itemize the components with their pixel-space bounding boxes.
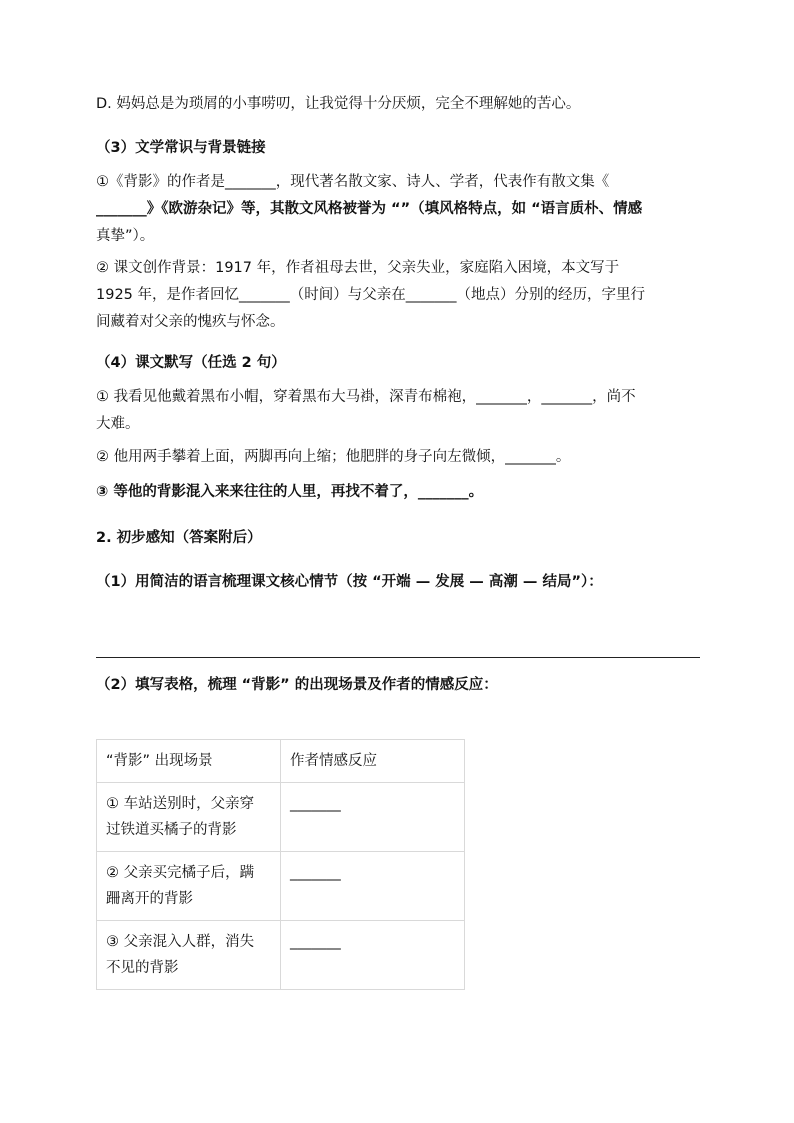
p2-q2-prompt: （2）填写表格，梳理 “背影” 的出现场景及作者的情感反应： [96, 677, 498, 693]
s4-q3-line: ③ 等他的背影混入来来往往的人里，再找不着了，_______。 [96, 484, 484, 500]
table-row [97, 783, 465, 852]
s4-q1-line-2: 大难。 [96, 416, 140, 432]
table-row [97, 852, 465, 921]
part-2-heading: 2. 初步感知（答案附后） [96, 530, 262, 546]
scene-text-line: ① 车站送别时，父亲穿 [106, 796, 255, 812]
s3-q2-line-2: 1925 年，是作者回忆_______（时间）与父亲在_______（地点）分别的经历，字里行 [96, 287, 646, 303]
table-cell-scene [97, 783, 281, 852]
scene-text-line: ② 父亲买完橘子后，蹒 [106, 865, 255, 881]
s3-q1-line-2: _______》《欧游杂记》等，其散文风格被誉为 “”（填风格特点，如 “语言质朴、情感 [96, 201, 643, 217]
table-cell-reaction-blank[interactable]: _______ [281, 921, 465, 990]
s3-q2-line-1: ② 课文创作背景：1917 年，作者祖母去世，父亲失业，家庭陷入困境，本文写于 [96, 260, 620, 276]
section-3-heading: （3）文学常识与背景链接 [96, 140, 266, 156]
table-cell-scene [97, 921, 281, 990]
scene-text-line: 不见的背影 [106, 960, 179, 976]
scene-text-line: 跚离开的背影 [106, 891, 193, 907]
table-cell-reaction-blank[interactable]: _______ [281, 783, 465, 852]
table-row [97, 921, 465, 990]
table-header-row [97, 740, 465, 783]
table-header-scene: “背影” 出现场景 [97, 740, 281, 783]
option-d-text: D. 妈妈总是为琐屑的小事唠叨，让我觉得十分厌烦，完全不理解她的苦心。 [96, 96, 581, 112]
answer-line [96, 657, 700, 658]
s3-q2-line-3: 间藏着对父亲的愧疚与怀念。 [96, 314, 285, 330]
table-cell-scene [97, 852, 281, 921]
table-cell-reaction-blank[interactable]: _______ [281, 852, 465, 921]
scene-text-line: 过铁道买橘子的背影 [106, 822, 237, 838]
scene-text-line: ③ 父亲混入人群，消失 [106, 934, 255, 950]
s4-q2-line: ② 他用两手攀着上面，两脚再向上缩；他肥胖的身子向左微倾，_______。 [96, 449, 571, 465]
table-header-reaction: 作者情感反应 [281, 740, 465, 783]
section-4-heading: （4）课文默写（任选 2 句） [96, 355, 286, 371]
scene-emotion-table [96, 739, 465, 990]
s3-q1-line-3: 真挚”）。 [96, 228, 155, 244]
s3-q1-line-1: ①《背影》的作者是_______，现代著名散文家、诗人、学者，代表作有散文集《 [96, 174, 610, 190]
p2-q1-prompt: （1）用简洁的语言梳理课文核心情节（按 “开端 — 发展 — 高潮 — 结局”）： [96, 574, 603, 590]
s4-q1-line-1: ① 我看见他戴着黑布小帽，穿着黑布大马褂，深青布棉袍，_______，_______，尚不 [96, 389, 636, 405]
